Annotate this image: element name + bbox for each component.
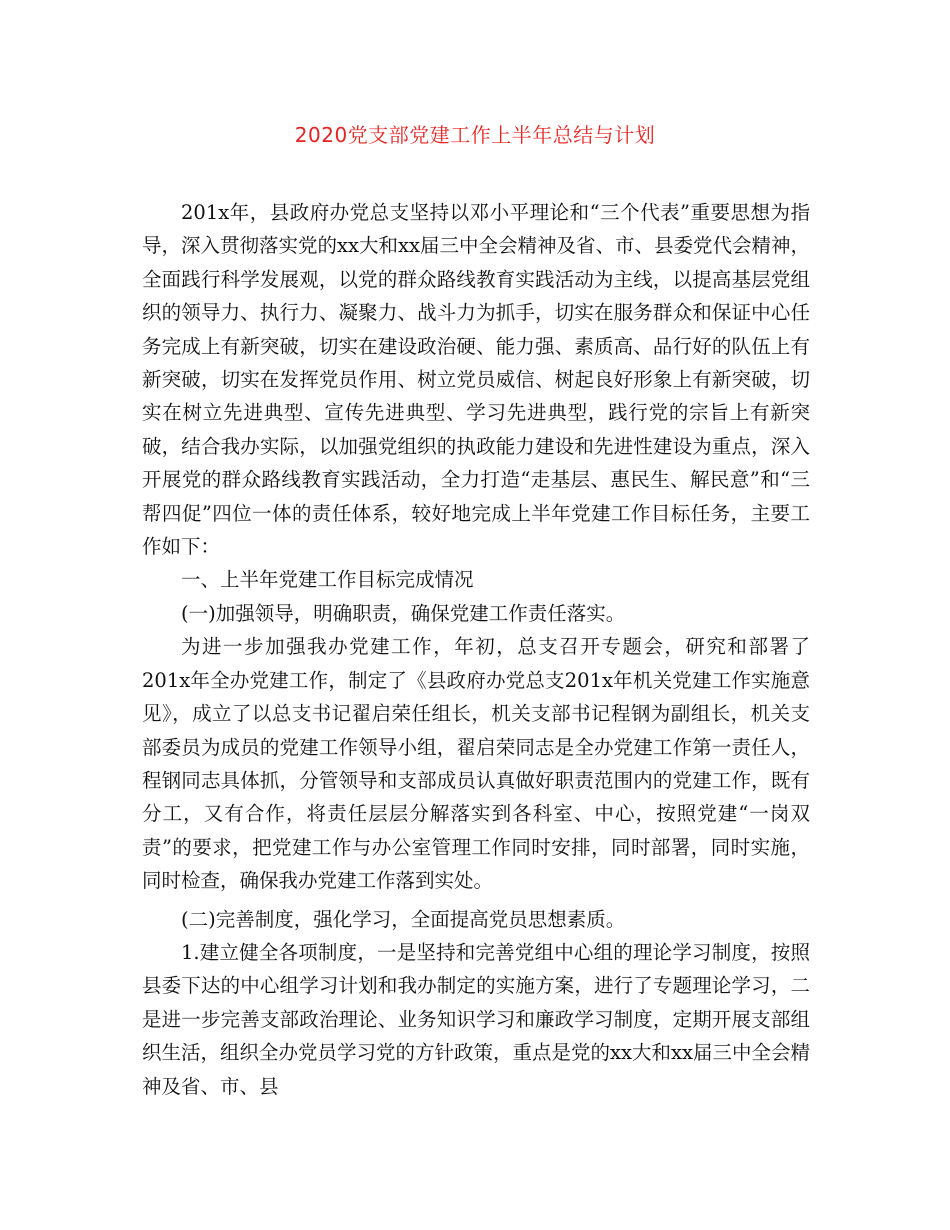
paragraph-intro: 201x年，县政府办党总支坚持以邓小平理论和“三个代表”重要思想为指导，深入贯彻落实党的xx大和xx届三中全会精神及省、市、县委党代会精神，全面践行科学发展观，以党的群众路线教育实践活动为主线，以提高基层党组织的领导力、执行力、凝聚力、战斗力为抓手，切实在服务群众和保证中心任务完成上有新突破，切实在建设政治硬、能力强、素质高、品行好的队伍上有新突破，切实在发挥党员作用、树立党员威信、树起良好形象上有新突破，切实在树立先进典型、宣传先进典型、学习先进典型，践行党的宗旨上有新突破，结合我办实际，以加强党组织的执政能力建设和先进性建设为重点，深入开展党的群众路线教育实践活动，全力打造“走基层、惠民生、解民意”和“三帮四促”四位一体的责任体系，较好地完成上半年党建工作目标任务，主要工作如下： (142, 201, 810, 559)
document-body (142, 196, 810, 1103)
document-title: 2020党支部党建工作上半年总结与计划 (294, 123, 656, 147)
paragraph-system-building: 1.建立健全各项制度，一是坚持和完善党组中心组的理论学习制度，按照县委下达的中心组学习计划和我办制定的实施方案，进行了专题理论学习，二是进一步完善支部政治理论、业务知识学习和廉政学习制度，定期开展支部组织生活，组织全办党员学习党的方针政策，重点是党的xx大和xx届三中全会精神及省、市、县 (142, 940, 810, 1098)
section-heading-1: 一、上半年党建工作目标完成情况 (181, 568, 474, 592)
subsection-heading-1: (一)加强领导，明确职责，确保党建工作责任落实。 (181, 601, 626, 625)
paragraph-leadership: 为进一步加强我办党建工作，年初，总支召开专题会，研究和部署了201x年全办党建工作，制定了《县政府办党总支201x年机关党建工作实施意见》，成立了以总支书记翟启荣任组长，机关支部书记程钢为副组长，机关支部委员为成员的党建工作领导小组，翟启荣同志是全办党建工作第一责任人，程钢同志具体抓，分管领导和支部成员认真做好职责范围内的党建工作，既有分工，又有合作，将责任层层分解落实到各科室、中心，按照党建“一岗双责”的要求，把党建工作与办公室管理工作同时安排，同时部署，同时实施，同时检查，确保我办党建工作落到实处。 (142, 635, 810, 893)
subsection-heading-2: (二)完善制度，强化学习，全面提高党员思想素质。 (181, 907, 626, 931)
